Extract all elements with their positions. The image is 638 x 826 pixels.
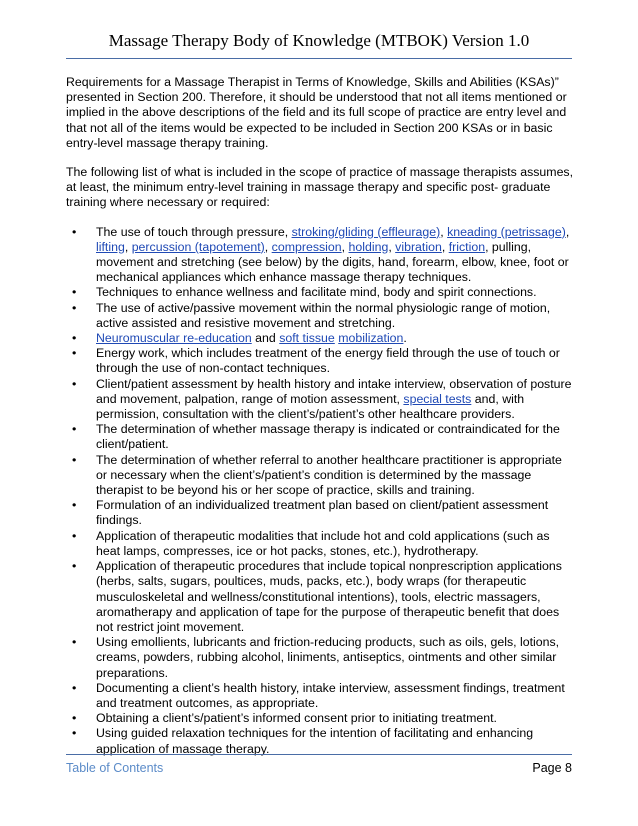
table-of-contents-link[interactable]: Table of Contents	[66, 761, 164, 775]
page-content	[66, 75, 576, 757]
list-item-text: Application of therapeutic procedures that include topical nonprescription applications (herbs, salts, sugars, poultices, muds, packs, etc.), body wraps (for therapeutic musculoskeletal and wellness/constitutional intentions), tools, electric massagers, aromatherapy and application of tape for the purpose of therapeutic benefit that does not restrict joint movement.	[96, 559, 562, 634]
list-item-text: Techniques to enhance wellness and facilitate mind, body and spirit connections.	[96, 285, 537, 300]
list-item	[66, 346, 576, 376]
list-item	[66, 422, 576, 452]
list-item	[66, 498, 576, 528]
glossary-link[interactable]: kneading (petrissage)	[447, 224, 566, 239]
bullet-marker: •	[72, 376, 77, 391]
page-header: Massage Therapy Body of Knowledge (MTBOK) Version 1.0	[66, 24, 572, 59]
list-item-text: Obtaining a client’s/patient’s informed consent prior to initiating treatment.	[96, 711, 497, 726]
glossary-link[interactable]: mobilization	[338, 331, 404, 346]
list-item	[66, 225, 576, 286]
list-item	[66, 453, 576, 499]
bullet-marker: •	[72, 422, 77, 437]
list-item	[66, 377, 576, 423]
bullet-marker: •	[72, 331, 77, 346]
list-item-text: ,	[341, 239, 349, 254]
glossary-link[interactable]: compression	[271, 239, 342, 254]
list-item-text: ,	[264, 239, 272, 254]
bullet-marker: •	[72, 224, 77, 239]
list-item-text: The determination of whether referral to another healthcare practitioner is appropriate or necessary when the client’s/patient’s condition is determined by the massage therapist to be beyond his or her scope of practice, skills and training.	[96, 452, 562, 498]
list-item-text: Application of therapeutic modalities that include hot and cold applications (such as heat lamps, compresses, ice or hot packs, stones, etc.), hydrotherapy.	[96, 528, 550, 558]
glossary-link[interactable]: percussion (tapotement)	[131, 239, 265, 254]
list-item-text: ,	[388, 239, 396, 254]
list-item-text: Documenting a client’s health history, intake interview, assessment findings, treatment and treatment outcomes, as appropriate.	[96, 680, 565, 710]
list-item-text: .	[403, 331, 407, 346]
bullet-marker: •	[72, 711, 77, 726]
list-item-text: ,	[440, 224, 448, 239]
glossary-link[interactable]: friction	[448, 239, 486, 254]
bullet-marker: •	[72, 559, 77, 574]
glossary-link[interactable]: vibration	[395, 239, 442, 254]
bullet-marker: •	[72, 285, 77, 300]
list-item-text: ,	[565, 224, 570, 239]
bullet-marker: •	[72, 346, 77, 361]
list-item-text: ,	[124, 239, 132, 254]
glossary-link[interactable]: special tests	[403, 391, 472, 406]
bullet-marker: •	[72, 498, 77, 513]
list-item-text: The use of touch through pressure,	[96, 224, 292, 239]
list-item	[66, 331, 576, 346]
list-item-text: Using guided relaxation techniques for the intention of facilitating and enhancing application of massage therapy.	[96, 726, 534, 756]
list-item-text: The determination of whether massage therapy is indicated or contraindicated for the client/patient.	[96, 422, 560, 452]
list-item-text: , pulling, movement and stretching (see below) by the digits, hand, forearm, elbow, knee, foot or mechanical appliances which enhance massage therapy techniques.	[96, 239, 569, 285]
list-item	[66, 285, 576, 300]
bullet-marker: •	[72, 680, 77, 695]
list-item-text: Energy work, which includes treatment of the energy field through the use of touch or through the use of non-contact techniques.	[96, 346, 560, 376]
bullet-marker: •	[72, 300, 77, 315]
list-item	[66, 681, 576, 711]
list-item	[66, 529, 576, 559]
glossary-link[interactable]: holding	[348, 239, 389, 254]
intro-paragraph-2: The following list of what is included in the scope of practice of massage therapists assumes, at least, the minimum entry-level training in massage therapy and specific post- graduate training where necessary or required:	[66, 165, 574, 210]
list-item-text: Using emollients, lubricants and friction-reducing products, such as oils, gels, lotions, creams, powders, rubbing alcohol, liniments, antiseptics, ointments and other similar preparations.	[96, 635, 560, 680]
bullet-marker: •	[72, 452, 77, 467]
list-item-text: and, with permission, consultation with the client’s/patient’s other healthcare providers.	[96, 391, 525, 422]
glossary-link[interactable]: soft tissue	[279, 331, 335, 346]
glossary-link[interactable]: stroking/gliding (effleurage)	[291, 224, 441, 239]
list-item-text: The use of active/passive movement within the normal physiologic range of motion, active assisted and resistive movement and stretching.	[96, 300, 551, 330]
list-item-text: Client/patient assessment by health history and intake interview, observation of posture and movement, palpation, range of motion assessment,	[96, 376, 572, 406]
page-footer	[66, 754, 572, 781]
glossary-link[interactable]: Neuromuscular re-education	[96, 331, 252, 346]
list-item-text: Formulation of an individualized treatment plan based on client/patient assessment findings.	[96, 498, 549, 528]
scope-of-practice-list	[66, 225, 576, 757]
list-item-text: ,	[441, 239, 449, 254]
list-item	[66, 635, 576, 681]
bullet-marker: •	[72, 635, 77, 650]
list-item-text: and	[251, 331, 280, 346]
bullet-marker: •	[72, 726, 77, 741]
glossary-link[interactable]: lifting	[96, 239, 125, 254]
bullet-marker: •	[72, 528, 77, 543]
list-item	[66, 711, 576, 726]
page-number: Page 8	[532, 761, 572, 775]
list-item	[66, 726, 576, 756]
list-item	[66, 559, 576, 635]
intro-paragraph-1: Requirements for a Massage Therapist in Terms of Knowledge, Skills and Abilities (KSAs)” presented in Section 200. Therefore, it should be understood that not all items mentioned or implied in the above descriptions of the field and its full scope of practice are entry level and that not all of the items would be expected to be included in Section 200 KSAs or in basic entry-level massage therapy training.	[66, 75, 567, 150]
list-item	[66, 301, 576, 331]
